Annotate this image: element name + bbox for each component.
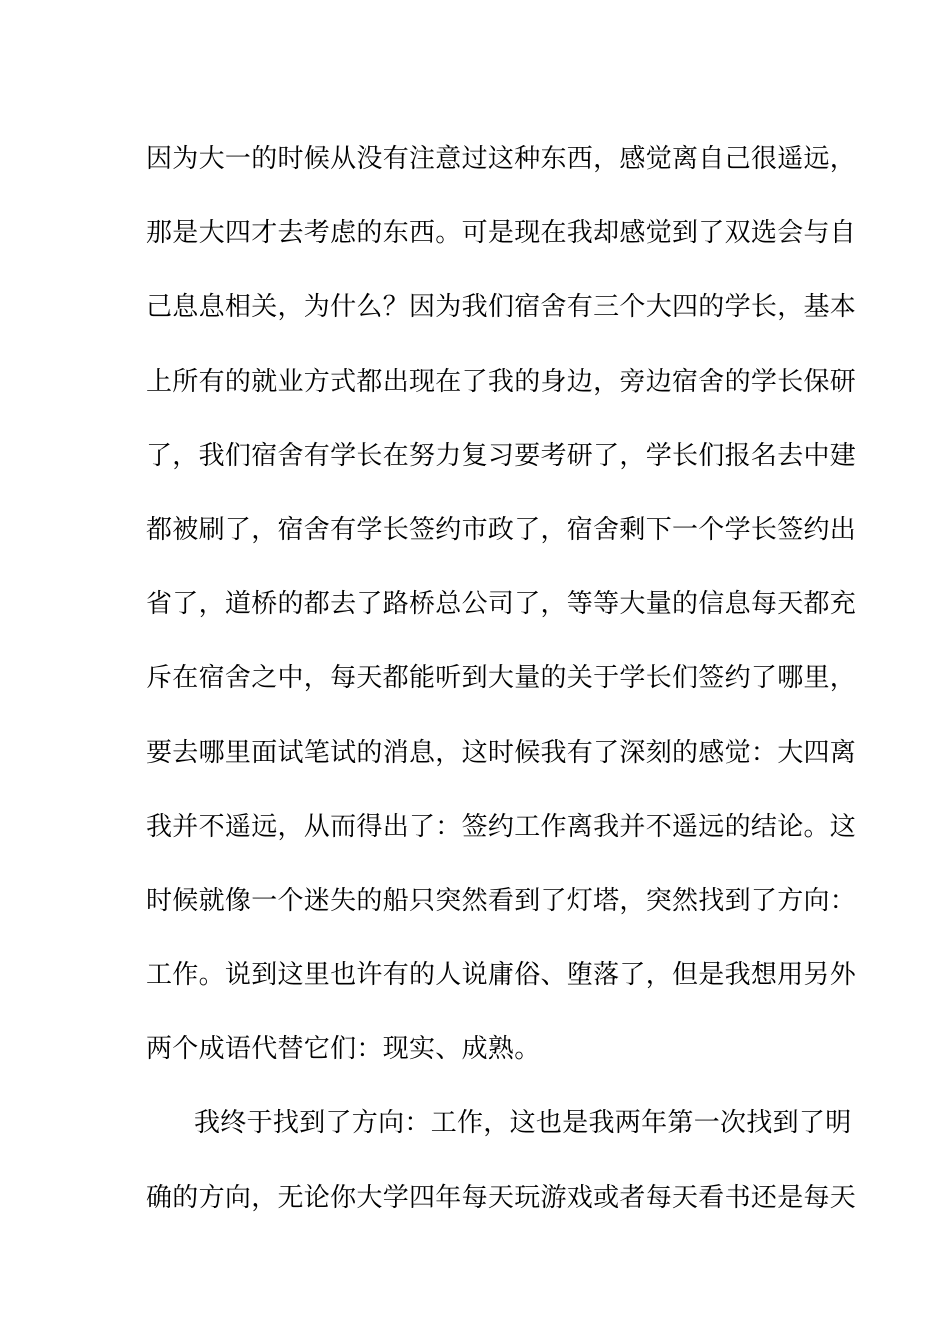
text-line: 两个成语代替它们：现实、成熟。 bbox=[146, 1034, 541, 1065]
text-line: 上所有的就业方式都出现在了我的身边，旁边宿舍的学长保研 bbox=[146, 366, 857, 397]
text-line: 要去哪里面试笔试的消息，这时候我有了深刻的感觉：大四离 bbox=[146, 737, 857, 768]
text-line: 了，我们宿舍有学长在努力复习要考研了，学长们报名去中建 bbox=[146, 440, 857, 471]
paragraph-first-line: 我终于找到了方向：工作，这也是我两年第一次找到了明 bbox=[194, 1108, 852, 1139]
text-line: 确的方向，无论你大学四年每天玩游戏或者每天看书还是每天 bbox=[146, 1182, 857, 1213]
text-line: 时候就像一个迷失的船只突然看到了灯塔，突然找到了方向： bbox=[146, 885, 857, 916]
text-line: 工作。说到这里也许有的人说庸俗、堕落了，但是我想用另外 bbox=[146, 960, 857, 991]
text-line: 都被刷了，宿舍有学长签约市政了，宿舍剩下一个学长签约出 bbox=[146, 514, 857, 545]
text-line: 我并不遥远，从而得出了：签约工作离我并不遥远的结论。这 bbox=[146, 811, 857, 842]
text-line: 省了，道桥的都去了路桥总公司了，等等大量的信息每天都充 bbox=[146, 589, 857, 620]
text-line: 己息息相关，为什么？因为我们宿舍有三个大四的学长，基本 bbox=[146, 292, 857, 323]
text-line: 斥在宿舍之中，每天都能听到大量的关于学长们签约了哪里， bbox=[146, 663, 857, 694]
text-line: 因为大一的时候从没有注意过这种东西，感觉离自己很遥远， bbox=[146, 144, 857, 174]
body-text bbox=[146, 122, 857, 1235]
text-line: 那是大四才去考虑的东西。可是现在我却感觉到了双选会与自 bbox=[146, 218, 857, 249]
